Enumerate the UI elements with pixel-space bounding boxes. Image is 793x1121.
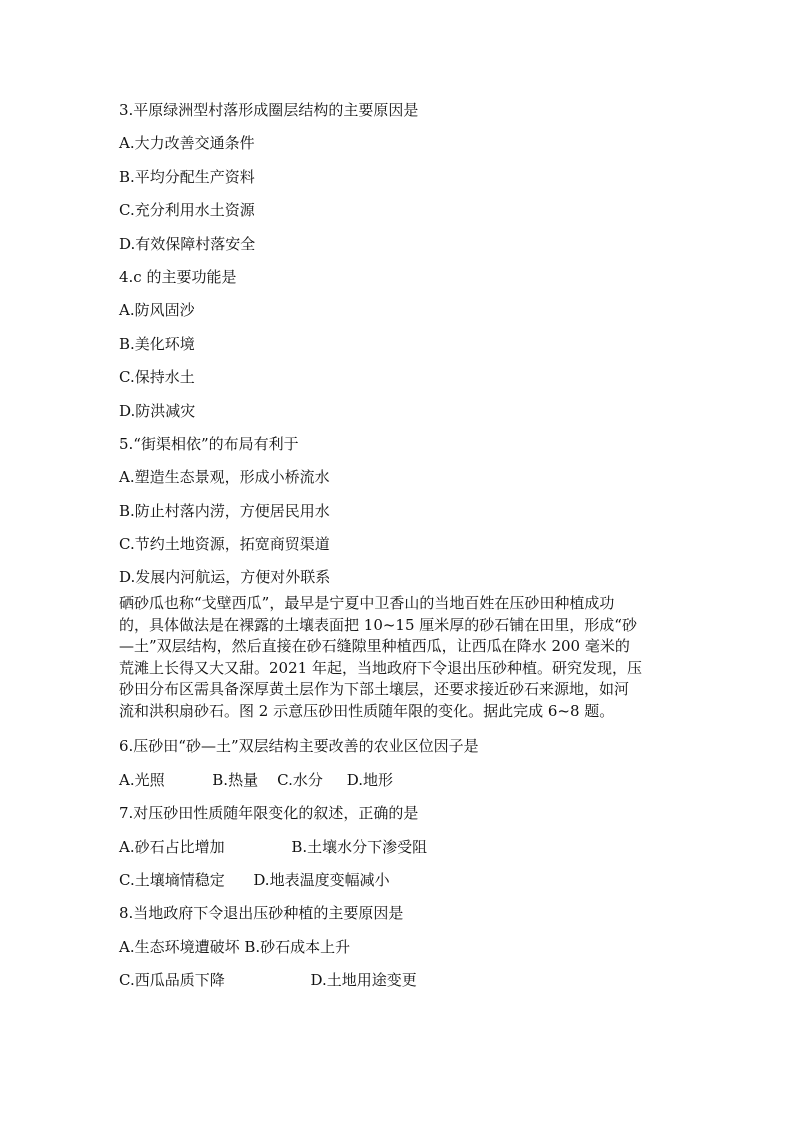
question-4-stem: 4.c 的主要功能是 — [119, 267, 237, 286]
passage-line: 砂田分布区需具备深厚黄土层作为下部土壤层，还要求接近砂石来源地，如河 — [119, 680, 630, 699]
question-8-options-ab: A.生态环境遭破坏 B.砂石成本上升 — [119, 937, 351, 956]
question-5-option-d: D.发展内河航运，方便对外联系 — [119, 568, 331, 587]
question-8-stem: 8.当地政府下令退出压砂种植的主要原因是 — [119, 904, 404, 923]
question-5-stem: 5.“街渠相依”的布局有利于 — [119, 434, 299, 453]
question-6-options: A.光照 B.热量 C.水分 D.地形 — [119, 770, 393, 789]
reading-passage — [119, 593, 679, 722]
exam-content — [119, 100, 679, 1004]
passage-line: —土”双层结构，然后直接在砂石缝隙里种植西瓜，让西瓜在降水 200 毫米的 — [119, 637, 630, 656]
passage-line: 荒滩上长得又大又甜。2021 年起，当地政府下令退出压砂种植。研究发现，压 — [119, 658, 642, 677]
question-6-stem: 6.压砂田“砂—土”双层结构主要改善的农业区位因子是 — [119, 737, 479, 756]
passage-line: 硒砂瓜也称“戈壁西瓜”，最早是宁夏中卫香山的当地百姓在压砂田种植成功 — [119, 594, 615, 613]
question-4-option-b: B.美化环境 — [119, 334, 195, 353]
question-3-option-c: C.充分利用水土资源 — [119, 201, 255, 220]
question-4-option-c: C.保持水土 — [119, 368, 195, 387]
question-8-options-cd: C.西瓜品质下降 D.土地用途变更 — [119, 971, 417, 990]
question-5-option-a: A.塑造生态景观，形成小桥流水 — [119, 468, 330, 487]
question-5-option-c: C.节约土地资源，拓宽商贸渠道 — [119, 535, 330, 554]
passage-line: 的，具体做法是在裸露的土壤表面把 10~15 厘米厚的砂石铺在田里，形成“砂 — [119, 615, 637, 634]
question-7-stem: 7.对压砂田性质随年限变化的叙述，正确的是 — [119, 804, 419, 823]
question-4-option-d: D.防洪减灾 — [119, 401, 196, 420]
question-3-stem: 3.平原绿洲型村落形成圈层结构的主要原因是 — [119, 101, 419, 119]
question-3-option-b: B.平均分配生产资料 — [119, 167, 255, 186]
question-4-option-a: A.防风固沙 — [119, 301, 195, 320]
question-7-options-ab: A.砂石占比增加 B.土壤水分下渗受阻 — [119, 837, 428, 856]
question-3-option-d: D.有效保障村落安全 — [119, 234, 256, 253]
question-5-option-b: B.防止村落内涝，方便居民用水 — [119, 501, 330, 520]
passage-line: 流和洪积扇砂石。图 2 示意压砂田性质随年限的变化。据此完成 6~8 题。 — [119, 701, 615, 720]
question-3-option-a: A.大力改善交通条件 — [119, 134, 255, 153]
question-7-options-cd: C.土壤墒情稳定 D.地表温度变幅减小 — [119, 871, 390, 890]
